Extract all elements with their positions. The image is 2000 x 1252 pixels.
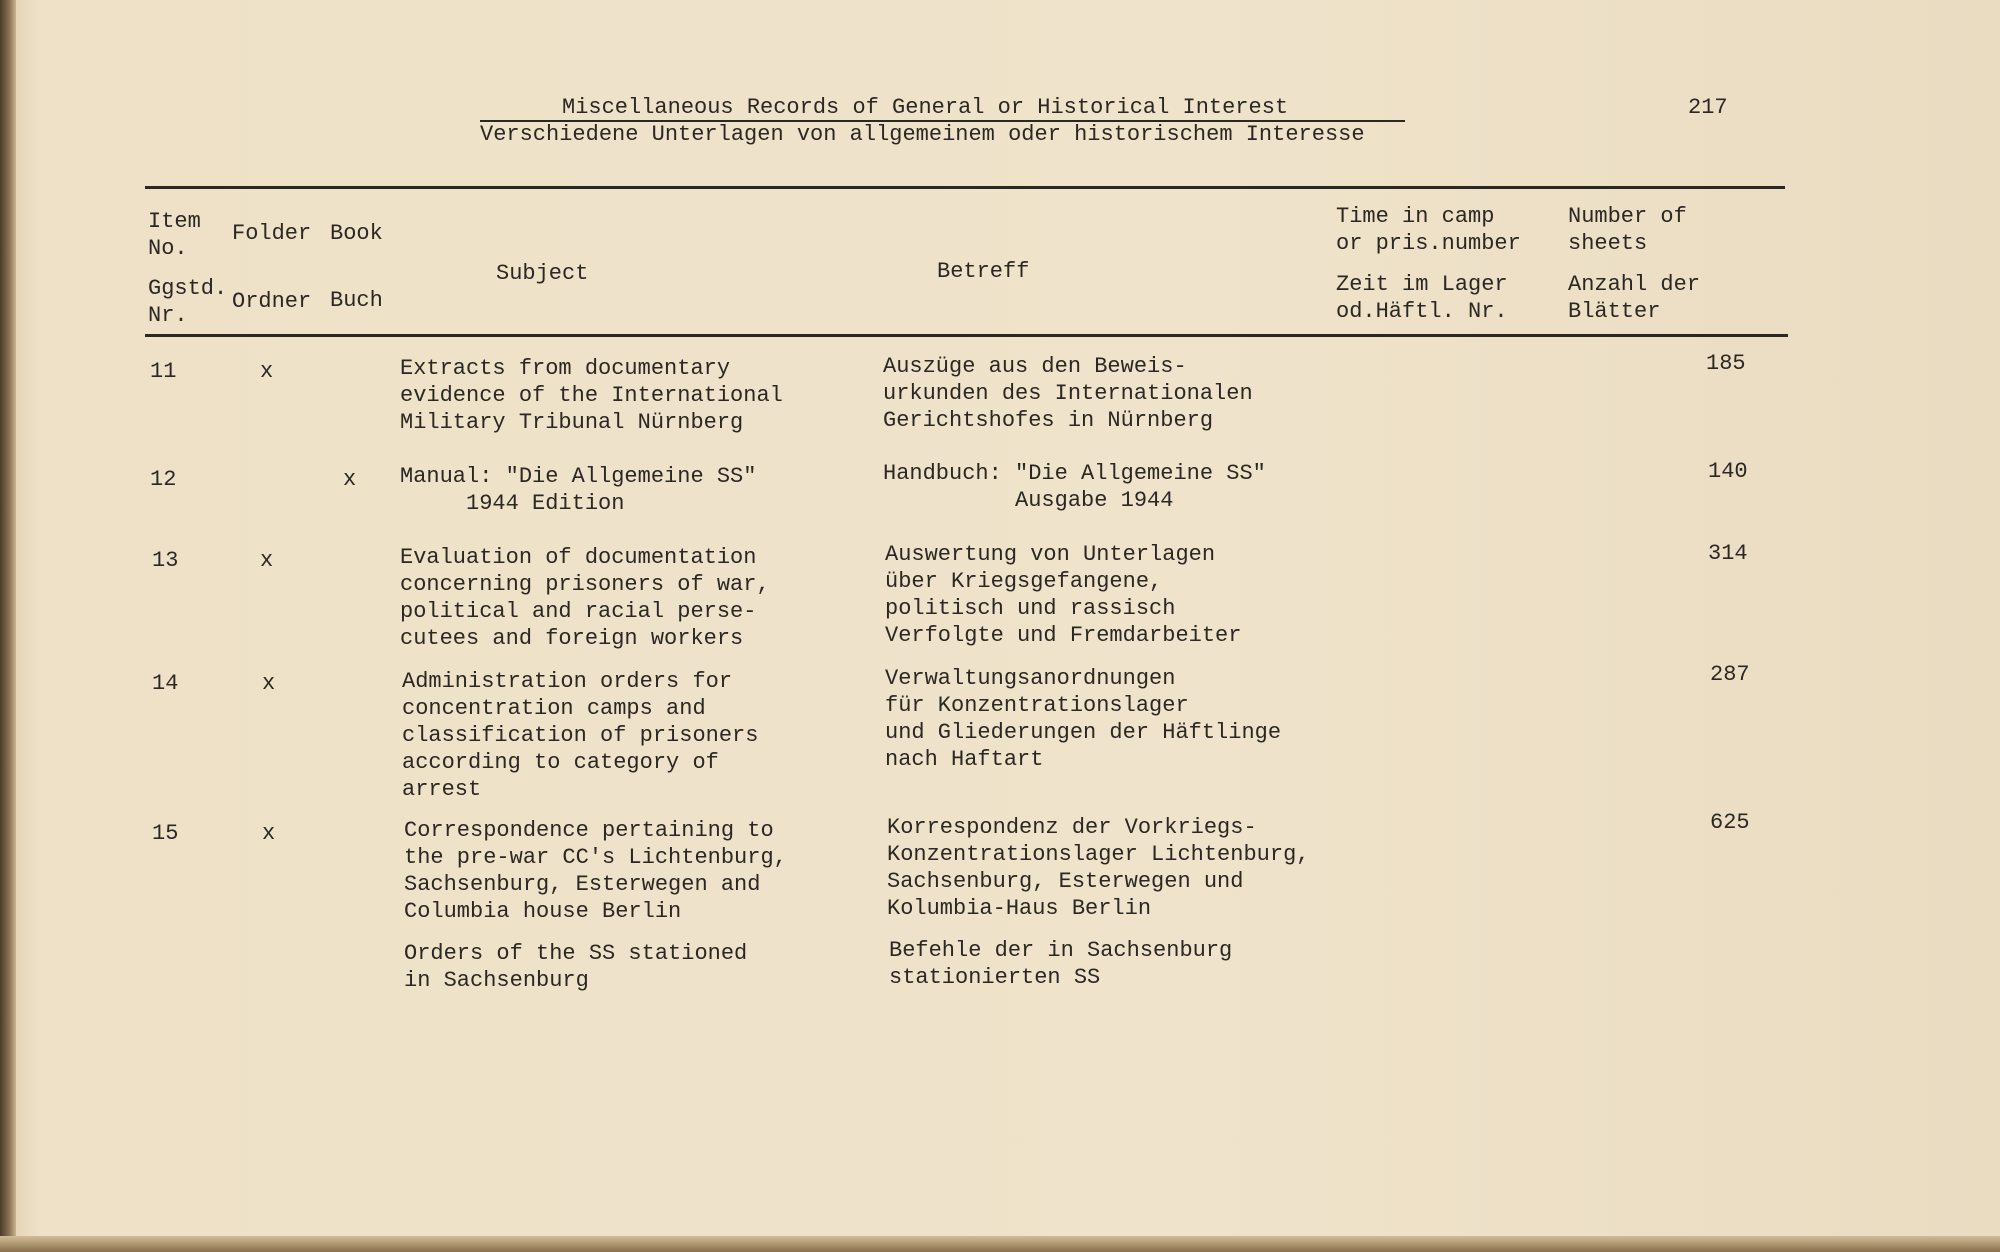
row-13-item-no: 13	[152, 548, 179, 573]
row-13-betreff: Auswertung von Unterlagen über Kriegsgefangene, politisch und rassisch Verfolgte und Fremdarbeiter	[885, 542, 1242, 648]
row-14-sheets: 287	[1710, 662, 1750, 687]
row-14-item-no: 14	[152, 671, 179, 696]
row-11-item-no: 11	[150, 359, 177, 384]
row-15-continuation-subject: Orders of the SS stationed in Sachsenburg	[404, 941, 748, 993]
row-11-sheets: 185	[1706, 351, 1746, 376]
header-subject: Subject	[496, 261, 589, 286]
header-zeit-im-lager: Zeit im Lager od.Häftl. Nr.	[1336, 272, 1508, 324]
header-ordner: Ordner	[232, 289, 312, 314]
row-15-betreff: Korrespondenz der Vorkriegs- Konzentrationslager Lichtenburg, Sachsenburg, Esterwegen und Kolumbia-Haus Berlin	[887, 815, 1310, 921]
row-15-folder-mark: x	[262, 821, 276, 846]
header-ggstd-nr: Ggstd. Nr.	[148, 276, 228, 328]
row-13-folder-mark: x	[260, 548, 274, 573]
row-11-subject: Extracts from documentary evidence of the International Military Tribunal Nürnberg	[400, 356, 783, 435]
row-15-item-no: 15	[152, 821, 179, 846]
header-betreff: Betreff	[937, 259, 1030, 284]
row-12-sheets: 140	[1708, 459, 1748, 484]
header-book: Book	[330, 221, 383, 246]
table-header-rule	[145, 334, 1788, 337]
row-15-subject: Correspondence pertaining to the pre-war CC's Lichtenburg, Sachsenburg, Esterwegen and Columbia house Berlin	[404, 818, 787, 924]
page-number: 217	[1688, 95, 1728, 120]
page-title-english: Miscellaneous Records of General or Historical Interest	[562, 95, 1289, 120]
row-14-subject: Administration orders for concentration camps and classification of prisoners according to category of arrest	[402, 669, 759, 802]
header-time-in-camp: Time in camp or pris.number	[1336, 204, 1521, 256]
row-12-subject: Manual: "Die Allgemeine SS" 1944 Edition	[400, 464, 757, 516]
book-spine	[0, 0, 16, 1252]
header-folder: Folder	[232, 221, 312, 246]
row-11-folder-mark: x	[260, 359, 274, 384]
row-13-sheets: 314	[1708, 541, 1748, 566]
header-item-no: Item No.	[148, 209, 201, 261]
header-anzahl-der-blaetter: Anzahl der Blätter	[1568, 272, 1701, 324]
table-top-rule	[145, 186, 1785, 189]
page-bottom-edge	[0, 1236, 2000, 1252]
row-15-sheets: 625	[1710, 810, 1750, 835]
row-12-betreff: Handbuch: "Die Allgemeine SS" Ausgabe 1944	[883, 461, 1266, 513]
header-buch: Buch	[330, 288, 383, 313]
row-13-subject: Evaluation of documentation concerning prisoners of war, political and racial perse- cutees and foreign workers	[400, 545, 770, 651]
row-12-book-mark: x	[343, 467, 357, 492]
row-11-betreff: Auszüge aus den Beweis- urkunden des Internationalen Gerichtshofes in Nürnberg	[883, 354, 1253, 433]
header-number-of-sheets: Number of sheets	[1568, 204, 1687, 256]
row-14-betreff: Verwaltungsanordnungen für Konzentrationslager und Gliederungen der Häftlinge nach Haftart	[885, 666, 1282, 772]
row-12-item-no: 12	[150, 467, 177, 492]
row-14-folder-mark: x	[262, 671, 276, 696]
page-title-german: Verschiedene Unterlagen von allgemeinem oder historischem Interesse	[480, 122, 1365, 147]
row-15-continuation-betreff: Befehle der in Sachsenburg stationierten SS	[889, 938, 1233, 990]
